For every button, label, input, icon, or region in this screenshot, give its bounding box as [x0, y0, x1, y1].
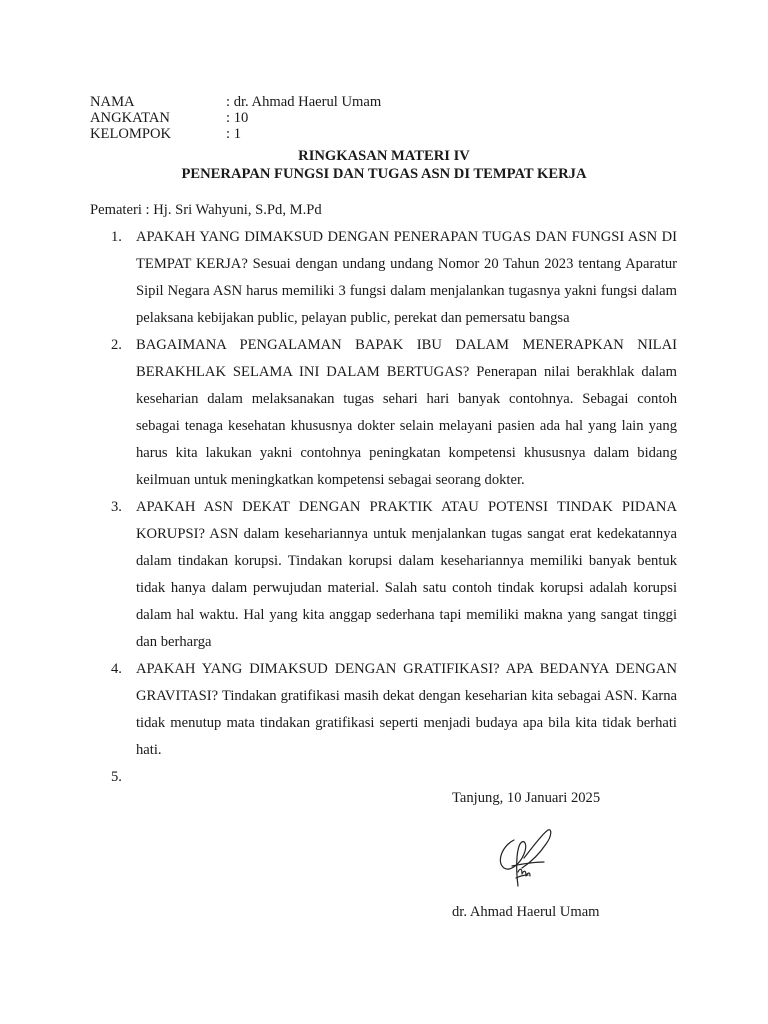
- identity-block: [90, 94, 381, 142]
- list-item-text: APAKAH YANG DIMAKSUD DENGAN PENERAPAN TUGAS DAN FUNGSI ASN DI TEMPAT KERJA? Sesuai dengan undang undang Nomor 20 Tahun 2023 tentang Aparatur Sipil Negara ASN harus memiliki 3 fungsi dalam menjalankan tugasnya yakni fungsi dalam pelaksana kebijakan public, pelayan public, perekat dan pemersatu bangsa: [136, 229, 677, 326]
- identity-label-angkatan: ANGKATAN: [90, 110, 170, 126]
- list-item-number: 5.: [111, 769, 122, 785]
- list-item: [90, 332, 677, 494]
- document-title: RINGKASAN MATERI IV: [298, 148, 470, 164]
- identity-label-kelompok: KELOMPOK: [90, 126, 172, 142]
- signature-block: [452, 788, 652, 922]
- identity-value-angkatan: : 10: [226, 110, 249, 126]
- list-item: [90, 494, 677, 656]
- list-item-number: 4.: [111, 661, 122, 677]
- identity-row-kelompok: [90, 126, 381, 142]
- list-item: [90, 656, 677, 764]
- list-item-number: 1.: [111, 229, 122, 245]
- list-item: [90, 224, 677, 332]
- list-item-number: 2.: [111, 337, 122, 353]
- signature-name: dr. Ahmad Haerul Umam: [452, 904, 600, 920]
- identity-label-name: NAMA: [90, 94, 135, 110]
- signature-place-date: Tanjung, 10 Januari 2025: [452, 790, 601, 806]
- identity-value-kelompok: : 1: [226, 126, 241, 142]
- identity-row-angkatan: [90, 110, 381, 126]
- list-item-text: BAGAIMANA PENGALAMAN BAPAK IBU DALAM MENERAPKAN NILAI BERAKHLAK SELAMA INI DALAM BERTUGAS? Penerapan nilai berakhlak dalam keseharian dalam melaksanakan tugas sehari hari banyak contohnya. Sebagai contoh sebagai tenaga kesehatan khususnya dokter selain melayani pasien ada hal yang lain yang harus kita lakukan yakni contohnya peningkatan kompetensi khususnya dalam bidang keilmuan untuk meningkatkan kompetensi sebagai seorang dokter.: [136, 337, 677, 488]
- question-list: [90, 224, 677, 791]
- list-item-text: APAKAH YANG DIMAKSUD DENGAN GRATIFIKASI? APA BEDANYA DENGAN GRAVITASI? Tindakan gratifikasi masih dekat dengan keseharian kita sebagai ASN. Karna tidak menutup mata tindakan gratifikasi seperti menjadi budaya apa bila kita tidak berhati hati.: [136, 661, 677, 758]
- handwritten-signature: [494, 828, 564, 890]
- identity-value-name: : dr. Ahmad Haerul Umam: [226, 94, 382, 110]
- list-item-text: APAKAH ASN DEKAT DENGAN PRAKTIK ATAU POTENSI TINDAK PIDANA KORUPSI? ASN dalam kesehariannya untuk menjalankan tugas sangat erat kedekatannya dalam tindakan korupsi. Tindakan korupsi dalam kesehariannya memiliki banyak bentuk tidak hanya dalam perwujudan material. Salah satu contoh tindak korupsi adalah korupsi dalam hal waktu. Hal yang kita anggap sederhana tapi memiliki makna yang sangat tinggi dan berharga: [136, 499, 677, 650]
- identity-row-name: [90, 94, 381, 110]
- document-subtitle: PENERAPAN FUNGSI DAN TUGAS ASN DI TEMPAT KERJA: [181, 166, 587, 182]
- list-item: [90, 764, 677, 791]
- list-item-number: 3.: [111, 499, 122, 515]
- list-item-text: [136, 764, 677, 791]
- speaker-line: Pemateri : Hj. Sri Wahyuni, S.Pd, M.Pd: [90, 202, 322, 218]
